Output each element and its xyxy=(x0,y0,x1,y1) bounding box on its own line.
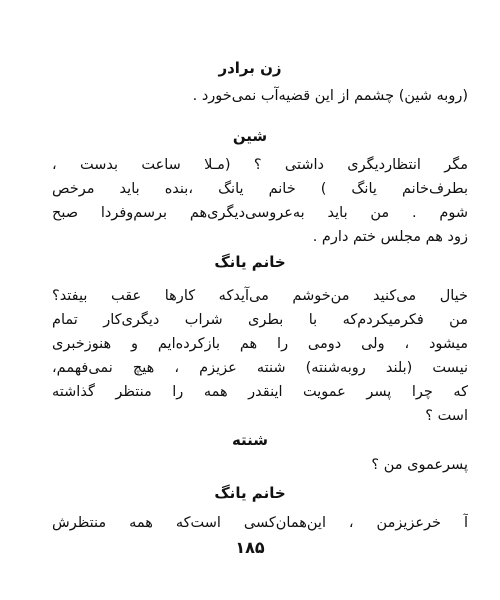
dialogue-line: من فکرمیکردم‌که با بطری شراب دیگری‌کار تمام xyxy=(52,312,468,328)
speaker-name: شنته xyxy=(231,431,269,449)
dialogue-line: است ؟ xyxy=(425,408,468,424)
speaker-name: خانم یانگ xyxy=(214,253,286,271)
dialogue-line: میشود ، ولی دومی را هم بازکرده‌ایم و هنوزخبری xyxy=(52,336,468,352)
dialogue-line: آ خرعزیزمن ، این‌همان‌کسی است‌که همه منتظرش xyxy=(52,515,468,531)
dialogue-line: مگر انتظاردیگری داشتی ؟ (مـلا ساعت بدست ، xyxy=(52,157,468,173)
page-number: ۱۸۵ xyxy=(235,538,265,557)
dialogue-line: بطرف‌خانم یانگ ) خانم یانگ ،بنده باید مرخص xyxy=(52,181,468,197)
dialogue-line: نیست (بلند روبه‌شنته) شنته عزیزم ، هیچ نمی‌فهمم، xyxy=(52,360,468,376)
speaker-name: شین xyxy=(232,127,268,145)
dialogue-line: که چرا پسر عمویت اینقدر همه را منتظر گذاشته xyxy=(52,384,468,400)
speaker-name: خانم یانگ xyxy=(214,484,286,502)
dialogue-line: زود هم مجلس ختم دارم . xyxy=(312,229,468,245)
dialogue-line: پسرعموی من ؟ xyxy=(371,457,468,473)
speaker-name: زن برادر xyxy=(218,59,282,77)
dialogue-line: (روبه شین) چشمم از این قضیه‌آب نمی‌خورد . xyxy=(192,88,468,104)
dialogue-line: شوم . من باید به‌عروسی‌دیگری‌هم برسم‌وفردا صبح xyxy=(52,205,468,221)
dialogue-line: خیال می‌کنید من‌خوشم می‌آیدکه کارها عقب بیفتد؟ xyxy=(52,288,468,304)
